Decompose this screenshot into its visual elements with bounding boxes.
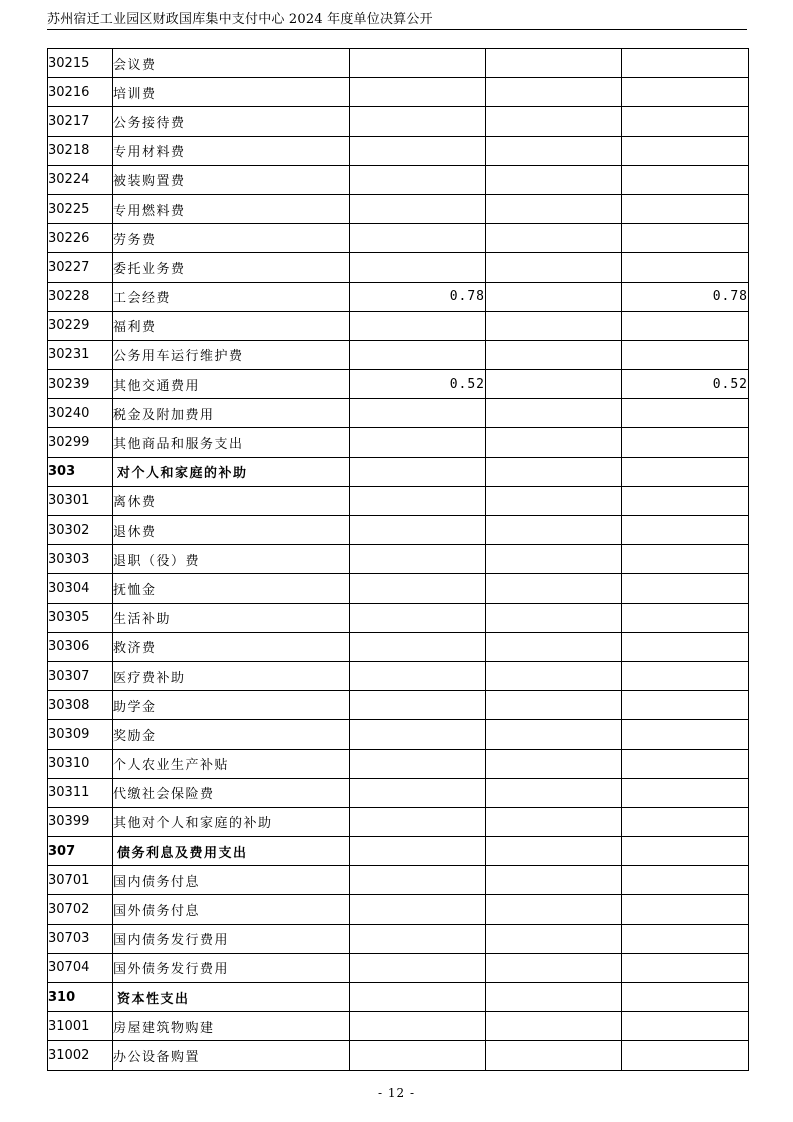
cell-name: 会议费	[113, 49, 350, 78]
cell-name: 其他对个人和家庭的补助	[113, 807, 350, 836]
cell-value-1	[350, 1012, 486, 1041]
table-row	[48, 311, 749, 340]
cell-name: 工会经费	[113, 282, 350, 311]
cell-name: 其他交通费用	[113, 370, 350, 399]
cell-value-2	[486, 866, 622, 895]
cell-code: 30702	[48, 895, 113, 924]
cell-code: 30303	[48, 545, 113, 574]
cell-value-2	[486, 49, 622, 78]
cell-value-3	[622, 78, 749, 107]
cell-code: 30302	[48, 516, 113, 545]
cell-value-3	[622, 837, 749, 866]
cell-value-1	[350, 749, 486, 778]
cell-value-1	[350, 49, 486, 78]
cell-value-2	[486, 778, 622, 807]
cell-value-2	[486, 1041, 622, 1070]
table-row	[48, 136, 749, 165]
table-row	[48, 691, 749, 720]
cell-value-2	[486, 749, 622, 778]
cell-value-2	[486, 311, 622, 340]
cell-value-3	[622, 224, 749, 253]
cell-code: 30229	[48, 311, 113, 340]
table-row	[48, 545, 749, 574]
table-row	[48, 107, 749, 136]
cell-value-3	[622, 720, 749, 749]
cell-name: 国内债务付息	[113, 866, 350, 895]
page-header-title: 苏州宿迁工业园区财政国库集中支付中心 2024 年度单位决算公开	[47, 12, 433, 27]
table-row	[48, 428, 749, 457]
cell-value-1	[350, 866, 486, 895]
cell-value-3	[622, 603, 749, 632]
cell-value-1	[350, 983, 486, 1012]
cell-value-1: 0.78	[350, 282, 486, 311]
cell-name: 代缴社会保险费	[113, 778, 350, 807]
table-row	[48, 194, 749, 223]
cell-code: 30701	[48, 866, 113, 895]
cell-value-1	[350, 778, 486, 807]
cell-value-1	[350, 194, 486, 223]
cell-code: 30228	[48, 282, 113, 311]
cell-value-1	[350, 516, 486, 545]
cell-value-1	[350, 545, 486, 574]
cell-value-1	[350, 720, 486, 749]
cell-value-2	[486, 457, 622, 486]
cell-name: 个人农业生产补贴	[113, 749, 350, 778]
cell-value-3	[622, 311, 749, 340]
cell-name: 资本性支出	[113, 983, 350, 1012]
cell-code: 30215	[48, 49, 113, 78]
cell-value-1	[350, 603, 486, 632]
cell-value-1	[350, 340, 486, 369]
table-row	[48, 486, 749, 515]
cell-name: 退休费	[113, 516, 350, 545]
cell-value-3	[622, 749, 749, 778]
cell-value-2	[486, 983, 622, 1012]
cell-value-3	[622, 486, 749, 515]
cell-value-2	[486, 924, 622, 953]
table-row	[48, 574, 749, 603]
cell-code: 310	[48, 983, 113, 1012]
cell-value-1	[350, 807, 486, 836]
cell-value-2	[486, 807, 622, 836]
cell-value-2	[486, 370, 622, 399]
table-row	[48, 78, 749, 107]
cell-value-3	[622, 253, 749, 282]
table-row	[48, 165, 749, 194]
cell-code: 30226	[48, 224, 113, 253]
cell-value-3	[622, 457, 749, 486]
cell-name: 离休费	[113, 486, 350, 515]
cell-name: 专用材料费	[113, 136, 350, 165]
cell-value-2	[486, 603, 622, 632]
cell-code: 30704	[48, 953, 113, 982]
table-row	[48, 370, 749, 399]
table-row	[48, 924, 749, 953]
table-row	[48, 895, 749, 924]
expenditure-table	[47, 48, 749, 1071]
table-row	[48, 953, 749, 982]
cell-code: 30218	[48, 136, 113, 165]
cell-name: 生活补助	[113, 603, 350, 632]
table-row	[48, 282, 749, 311]
cell-value-1	[350, 253, 486, 282]
cell-name: 救济费	[113, 632, 350, 661]
cell-value-2	[486, 661, 622, 690]
cell-code: 303	[48, 457, 113, 486]
cell-value-1	[350, 399, 486, 428]
cell-value-3	[622, 49, 749, 78]
cell-value-2	[486, 165, 622, 194]
cell-name: 国外债务发行费用	[113, 953, 350, 982]
table-row	[48, 224, 749, 253]
cell-value-3	[622, 136, 749, 165]
cell-name: 退职（役）费	[113, 545, 350, 574]
cell-value-3	[622, 924, 749, 953]
cell-value-2	[486, 895, 622, 924]
table-row	[48, 807, 749, 836]
cell-value-1	[350, 691, 486, 720]
cell-value-1	[350, 574, 486, 603]
cell-value-3	[622, 953, 749, 982]
cell-code: 30399	[48, 807, 113, 836]
cell-name: 专用燃料费	[113, 194, 350, 223]
table-row	[48, 49, 749, 78]
table-row	[48, 399, 749, 428]
cell-value-1	[350, 632, 486, 661]
cell-value-1	[350, 924, 486, 953]
table-row	[48, 661, 749, 690]
cell-value-3	[622, 194, 749, 223]
cell-name: 国内债务发行费用	[113, 924, 350, 953]
table-row	[48, 720, 749, 749]
cell-name: 其他商品和服务支出	[113, 428, 350, 457]
cell-value-2	[486, 953, 622, 982]
cell-code: 30306	[48, 632, 113, 661]
cell-code: 30308	[48, 691, 113, 720]
cell-name: 被装购置费	[113, 165, 350, 194]
table-row	[48, 866, 749, 895]
cell-value-1	[350, 136, 486, 165]
cell-name: 国外债务付息	[113, 895, 350, 924]
cell-value-2	[486, 516, 622, 545]
cell-value-3: 0.78	[622, 282, 749, 311]
cell-name: 对个人和家庭的补助	[113, 457, 350, 486]
cell-value-1	[350, 107, 486, 136]
cell-value-2	[486, 253, 622, 282]
cell-value-2	[486, 136, 622, 165]
cell-value-1	[350, 837, 486, 866]
cell-name: 委托业务费	[113, 253, 350, 282]
cell-value-1	[350, 1041, 486, 1070]
cell-name: 房屋建筑物购建	[113, 1012, 350, 1041]
cell-value-2	[486, 574, 622, 603]
table-group-row	[48, 457, 749, 486]
cell-value-3	[622, 778, 749, 807]
cell-value-3	[622, 1041, 749, 1070]
cell-value-2	[486, 691, 622, 720]
cell-value-2	[486, 632, 622, 661]
cell-value-2	[486, 428, 622, 457]
cell-code: 30240	[48, 399, 113, 428]
cell-value-3	[622, 428, 749, 457]
cell-value-3	[622, 807, 749, 836]
cell-name: 税金及附加费用	[113, 399, 350, 428]
cell-code: 30703	[48, 924, 113, 953]
cell-value-3	[622, 1012, 749, 1041]
cell-code: 30224	[48, 165, 113, 194]
table-group-row	[48, 837, 749, 866]
cell-value-2	[486, 545, 622, 574]
cell-value-3	[622, 866, 749, 895]
cell-name: 公务用车运行维护费	[113, 340, 350, 369]
cell-value-1	[350, 78, 486, 107]
cell-value-3	[622, 661, 749, 690]
cell-code: 30310	[48, 749, 113, 778]
cell-code: 30239	[48, 370, 113, 399]
cell-value-3	[622, 574, 749, 603]
cell-value-3	[622, 165, 749, 194]
cell-code: 30301	[48, 486, 113, 515]
cell-code: 30311	[48, 778, 113, 807]
cell-code: 30216	[48, 78, 113, 107]
cell-value-2	[486, 720, 622, 749]
cell-code: 31002	[48, 1041, 113, 1070]
cell-value-3	[622, 691, 749, 720]
cell-value-2	[486, 1012, 622, 1041]
cell-value-2	[486, 78, 622, 107]
cell-name: 劳务费	[113, 224, 350, 253]
cell-code: 30225	[48, 194, 113, 223]
cell-value-3	[622, 983, 749, 1012]
cell-value-1	[350, 895, 486, 924]
cell-name: 公务接待费	[113, 107, 350, 136]
table-group-row	[48, 983, 749, 1012]
cell-value-1	[350, 486, 486, 515]
cell-code: 30299	[48, 428, 113, 457]
cell-code: 30227	[48, 253, 113, 282]
page-number: - 12 -	[377, 1086, 415, 1100]
cell-name: 抚恤金	[113, 574, 350, 603]
cell-code: 30231	[48, 340, 113, 369]
cell-value-1	[350, 953, 486, 982]
header-divider	[47, 29, 747, 30]
cell-value-2	[486, 399, 622, 428]
cell-value-2	[486, 194, 622, 223]
cell-value-3	[622, 399, 749, 428]
cell-value-2	[486, 282, 622, 311]
cell-value-1	[350, 661, 486, 690]
table-row	[48, 340, 749, 369]
cell-value-1	[350, 311, 486, 340]
cell-value-1	[350, 428, 486, 457]
cell-value-3	[622, 340, 749, 369]
cell-code: 30304	[48, 574, 113, 603]
cell-value-2	[486, 486, 622, 515]
cell-value-3	[622, 895, 749, 924]
table-row	[48, 603, 749, 632]
cell-value-3: 0.52	[622, 370, 749, 399]
cell-value-2	[486, 340, 622, 369]
cell-value-2	[486, 224, 622, 253]
cell-name: 福利费	[113, 311, 350, 340]
cell-name: 办公设备购置	[113, 1041, 350, 1070]
cell-name: 培训费	[113, 78, 350, 107]
table-row	[48, 632, 749, 661]
cell-code: 30309	[48, 720, 113, 749]
cell-code: 31001	[48, 1012, 113, 1041]
cell-value-2	[486, 837, 622, 866]
cell-name: 债务利息及费用支出	[113, 837, 350, 866]
cell-value-1	[350, 165, 486, 194]
cell-value-3	[622, 516, 749, 545]
cell-value-2	[486, 107, 622, 136]
cell-code: 30217	[48, 107, 113, 136]
cell-name: 助学金	[113, 691, 350, 720]
cell-name: 医疗费补助	[113, 661, 350, 690]
cell-code: 307	[48, 837, 113, 866]
table-body	[48, 49, 749, 1071]
cell-value-3	[622, 545, 749, 574]
cell-value-3	[622, 632, 749, 661]
table-row	[48, 253, 749, 282]
cell-name: 奖励金	[113, 720, 350, 749]
cell-value-3	[622, 107, 749, 136]
table-row	[48, 749, 749, 778]
table-row	[48, 516, 749, 545]
cell-value-1	[350, 224, 486, 253]
cell-code: 30307	[48, 661, 113, 690]
table-row	[48, 1012, 749, 1041]
table-row	[48, 778, 749, 807]
table-row	[48, 1041, 749, 1070]
cell-value-1: 0.52	[350, 370, 486, 399]
cell-code: 30305	[48, 603, 113, 632]
cell-value-1	[350, 457, 486, 486]
